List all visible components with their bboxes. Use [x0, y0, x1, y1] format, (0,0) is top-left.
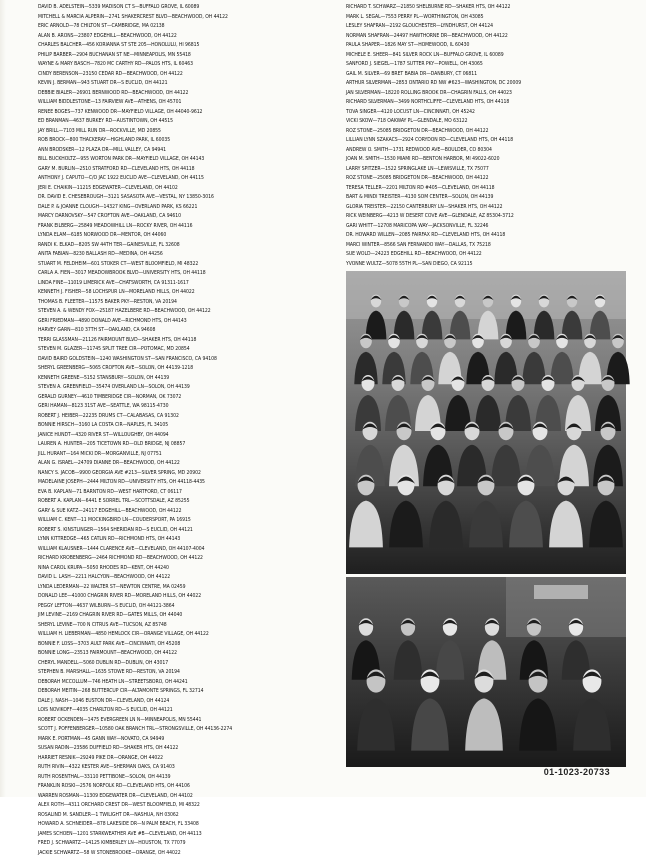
page-code: 01-1023-20733 [544, 767, 610, 777]
directory-entry: TERESA TELLER—2201 MILTON RD #405—CLEVELAND, OH 44118 [346, 184, 624, 194]
event-photo-image [346, 577, 626, 767]
directory-entry: PEGGY LEFTON—4637 WILBURN—S EUCLID, OH 44121-3864 [38, 602, 308, 612]
directory-entry: CARLA A. FIEN—3017 MEADOWBROOK BLVD—UNIVERSITY HTS, OH 44118 [38, 269, 308, 279]
directory-entry: ROZ STONE—25085 BRIDGETON DR—BEACHWOOD, OH 44122 [346, 174, 624, 184]
directory-entry: DAVID B. ADELSTEIN—5339 MADISON CT S—BUFFALO GROVE, IL 60089 [38, 3, 308, 13]
directory-entry: DAVID L. LASH—2211 HALCYON—BEACHWOOD, OH 44122 [38, 573, 308, 583]
directory-entry: MITCHELL & MARCIA ALPERIN—2741 SHAKERCREST BLVD—BEACHWOOD, OH 44122 [38, 13, 308, 23]
directory-entry: PAULA SHAPER—1826 MAY ST—HOMEWOOD, IL 60430 [346, 41, 624, 51]
directory-entry: SHERYL GREENBERG—5065 CROFTON AVE—SOLON, OH 44139-1218 [38, 364, 308, 374]
directory-entry: DR. DAVID E. CHESEBROUGH—3121 SASASOTA AVE—VESTAL, NY 13850-3016 [38, 193, 308, 203]
directory-entry: HARVEY GARN—810 37TH ST—OAKLAND, CA 94608 [38, 326, 308, 336]
directory-entry: WARREN ROSMAN—11309 EDGEWATER DR—CLEVELAND, OH 44102 [38, 792, 308, 802]
directory-entry: JAMES SCHOEN—1201 STARKWEATHER AVE #B—CLEVELAND, OH 44113 [38, 830, 308, 840]
directory-entry: SUE WOLD—24223 EDGEHILL RD—BEACHWOOD, OH 44122 [346, 250, 624, 260]
directory-entry: DR. HOWARD WILLEN—2085 FAIRFAX RD—CLEVELAND HTS, OH 44118 [346, 231, 624, 241]
directory-entry: LARRY SPITZER—1522 SPRINGLAKE LN—LEWISVILLE, TX 75077 [346, 165, 624, 175]
directory-entry: ROBERT A. KAPLAN—6441 E SORREL TRL—SCOTTSDALE, AZ 85255 [38, 497, 308, 507]
directory-right-column [346, 3, 624, 269]
directory-entry: GERI HAMAN—8123 31ST AVE—SEATTLE, WA 98115-4730 [38, 402, 308, 412]
event-photo [346, 577, 626, 767]
directory-entry: WAYNE & MARY BASCH—7820 MC CARTHY RD—PALOS HTS, IL 60463 [38, 60, 308, 70]
directory-entry: RICHARD T. SCHWARZ—21850 SHELBURNE RD—SHAKER HTS, OH 44122 [346, 3, 624, 13]
directory-entry: WILLIAM BIDDLESTONE—13 FAIRVIEW AVE—ATHENS, OH 45701 [38, 98, 308, 108]
directory-entry: FRANKLIN ROSKI—2576 NORFOLK RD—CLEVELAND HTS, OH 44106 [38, 782, 308, 792]
directory-entry: ALAN B. ARONS—23807 EDGEHILL—BEACHWOOD, OH 44122 [38, 32, 308, 42]
directory-entry: RICHARD SILVERMAN—3499 NORTHCLIFFE—CLEVELAND HTS, OH 44118 [346, 98, 624, 108]
directory-entry: ROBERT S. KINSTLINGER—1564 SHERIDAN RD—S EUCLID, OH 44121 [38, 526, 308, 536]
directory-left-column [38, 3, 308, 858]
directory-entry: STEVEN M. GLAZER—11745 SPLIT TREE CIR—POTOMAC, MD 20854 [38, 345, 308, 355]
directory-entry: HARRIET RESNIK—29249 PIKE DR—ORANGE, OH 44022 [38, 754, 308, 764]
directory-entry: ED BRANMAN—4637 BURKEY RD—AUSTINTOWN, OH 44515 [38, 117, 308, 127]
directory-entry: LYNN KITTREDGE—465 CATLIN RD—RICHMOND HTS, OH 44143 [38, 535, 308, 545]
directory-entry: WILLIAM KLAUSNER—1444 CLARENCE AVE—CLEVELAND, OH 44107-4004 [38, 545, 308, 555]
directory-entry: CINDY BERENSON—23150 CEDAR RD—BEACHWOOD, OH 44122 [38, 70, 308, 80]
directory-entry: LOIS NOVIKOFF—4035 CHARLTON RD—S EUCLID, OH 44121 [38, 706, 308, 716]
directory-entry: DEBORAH MCCOLLUM—746 HEATH LN—STREETSBORO, OH 44241 [38, 678, 308, 688]
directory-entry: RUTH ROSENTHAL—33110 PETTIBONE—SOLON, OH 44139 [38, 773, 308, 783]
group-photo-image [346, 271, 626, 574]
directory-entry: JACKIE SCHWARTZ—58 W STONEBROOKE—ORANGE, OH 44022 [38, 849, 308, 858]
directory-entry: ANN BRODSKER—12 PLAZA DR—MILL VALLEY, CA 94941 [38, 146, 308, 156]
directory-entry: THOMAS B. FLEETER—11575 BAKER PKY—RESTON, VA 20194 [38, 298, 308, 308]
group-photo [346, 271, 626, 574]
directory-entry: FRANK EILBERG—25849 MEADOWHILL LN—ROCKY RIVER, OH 44116 [38, 222, 308, 232]
directory-entry: KENNETH GREENE—5152 STANSBURY—SOLON, OH 44139 [38, 374, 308, 384]
directory-entry: GLORIA TREISTER—22150 CANTERBURY LN—SHAKER HTS, OH 44122 [346, 203, 624, 213]
directory-entry: MARCY DARNOVSKY—547 CROFTON AVE—OAKLAND, CA 94610 [38, 212, 308, 222]
directory-entry: STEVEN A. GREENFIELD—35474 OVERLAND LN—SOLON, OH 44139 [38, 383, 308, 393]
directory-entry: DALE J. NASH—1046 EUSTON DR—CLEVELAND, OH 44124 [38, 697, 308, 707]
directory-entry: EVA B. KAPLAN—71 BARNTON RD—WEST HARTFORD, CT 06117 [38, 488, 308, 498]
directory-entry: CHARLES BALCHER—456 KORIANNA ST STE 205—HONOLULU, HI 96815 [38, 41, 308, 51]
directory-entry: YVONNE WULTZ—5078 55TH PL—SAN DIEGO, CA 92115 [346, 260, 624, 270]
directory-entry: WILLIAM C. KENT—11 MOCKINGBIRD LN—COUDERSPORT, PA 16915 [38, 516, 308, 526]
directory-entry: GARY M. BURLIN—2510 STRATFORD RD—CLEVELAND HTS, OH 44118 [38, 165, 308, 175]
directory-entry: SHERYL LEVINE—700 N CITRUS AVE—TUCSON, AZ 85748 [38, 621, 308, 631]
directory-entry: JERI E. CHAIKIN—11215 EDGEWATER—CLEVELAND, OH 44102 [38, 184, 308, 194]
directory-entry: JIM LEVINE—2169 CHAGRIN RIVER RD—GATES MILLS, OH 44040 [38, 611, 308, 621]
directory-entry: JAY BRILL—7103 MILL RUN DR—ROCKVILLE, MD 20855 [38, 127, 308, 137]
directory-entry: STUART M. FELDHEIM—601 STOKER CT—WEST BLOOMFIELD, MI 48322 [38, 260, 308, 270]
directory-entry: STEVEN A. & WENDY FOX—25187 HAZELBERE RD—BEACHWOOD, OH 44122 [38, 307, 308, 317]
directory-entry: STEPHEN B. MARSHALL—1635 STOWE RD—RESTON, VA 20194 [38, 668, 308, 678]
directory-entry: TOVA SINGER—4120 LOCUST LN—CINCINNATI, OH 45242 [346, 108, 624, 118]
directory-entry: FRED J. SCHWARTZ—14125 KIMBERLEY LN—HOUSTON, TX 77079 [38, 839, 308, 849]
directory-entry: MARK E. PORTMAN—45 GANN WAY—NOVATO, CA 94949 [38, 735, 308, 745]
directory-entry: RANDI K. ELKAD—8205 SW 44TH TER—GAINESVILLE, FL 32608 [38, 241, 308, 251]
directory-entry: RUTH RIVIN—4322 KESTER AVE—SHERMAN OAKS, CA 91403 [38, 763, 308, 773]
directory-entry: ARTHUR SILVERMAN—2853 ONTARIO RD NW #623—WASHINGTON, DC 20009 [346, 79, 624, 89]
directory-entry: DEBORAH MEITIN—268 BUTTERCUP CIR—ALTAMONTE SPRINGS, FL 32714 [38, 687, 308, 697]
directory-entry: LILLIAN LYNN SZAKACS—2924 CORYDON RD—CLEVELAND HTS, OH 44118 [346, 136, 624, 146]
directory-entry: DEBBIE BIALER—26901 BERNWOOD RD—BEACHWOOD, OH 44122 [38, 89, 308, 99]
directory-entry: NANCY S. JACOB—9900 GEORGIA AVE #213—SILVER SPRING, MD 20902 [38, 469, 308, 479]
directory-entry: HOWARD A. SCHNEIDER—878 LAKESIDE DR—N PALM BEACH, FL 33408 [38, 820, 308, 830]
directory-entry: NINA CAROL KRUPA—5050 RHODES RD—KENT, OH 44240 [38, 564, 308, 574]
directory-entry: GARI WHITT—12708 MARICOPA WAY—JACKSONVILLE, FL 32246 [346, 222, 624, 232]
directory-entry: BILL BUCKHOLTZ—955 WORTON PARK DR—MAYFIELD VILLAGE, OH 44143 [38, 155, 308, 165]
directory-entry: BONNIE HIRSCH—3160 LA COSTA CIR—NAPLES, FL 34105 [38, 421, 308, 431]
directory-entry: SANFORD J. SIEGEL—1787 SUTTER PKY—POWELL, OH 43065 [346, 60, 624, 70]
directory-entry: LYNDA ELAM—6185 NORWOOD DR—MENTOR, OH 44060 [38, 231, 308, 241]
directory-entry: JAN SILVERMAN—18220 ROLLING BROOK DR—CHAGRIN FALLS, OH 44023 [346, 89, 624, 99]
directory-entry: LESLEY SHAFRAN—2192 GLOUCHESTER—LYNDHURST, OH 44124 [346, 22, 624, 32]
directory-entry: GAIL M. SILVER—69 BRET BABIA DR—DANBURY, CT 06811 [346, 70, 624, 80]
directory-entry: MADELAINE JOSEPH—2444 MILTON RD—UNIVERSITY HTS, OH 44118-4435 [38, 478, 308, 488]
directory-entry: CHERYL MANDELL—5060 DUBLIN RD—DUBLIN, OH 43017 [38, 659, 308, 669]
directory-entry: JOAN M. SMITH—1530 MIAMI RD—BENTON HARBOR, MI 49022-6020 [346, 155, 624, 165]
directory-entry: TERRI GLASSMAN—21126 FAIRMOUNT BLVD—SHAKER HTS, OH 44118 [38, 336, 308, 346]
directory-entry: ROB BROCK—800 THACKERAY—HIGHLAND PARK, IL 60035 [38, 136, 308, 146]
directory-entry: WILLIAM H. LIEBERMAN—4850 HEMLOCK CIR—ORANGE VILLAGE, OH 44122 [38, 630, 308, 640]
directory-entry: LAUREN A. HUNTER—205 TICETOWN RD—OLD BRIDGE, NJ 08857 [38, 440, 308, 450]
directory-entry: ALAN G. ISRAEL—24709 DIANNE DR—BEACHWOOD, OH 44122 [38, 459, 308, 469]
directory-entry: VICKI SKOW—718 OAKWAY PL—GLENDALE, MO 63122 [346, 117, 624, 127]
directory-entry: DALE P. & JOANNE CLOUGH—14327 KING—OVERLAND PARK, KS 66221 [38, 203, 308, 213]
directory-entry: RICHARD KROBENBERG—2464 RICHMOND RD—BEACHWOOD, OH 44122 [38, 554, 308, 564]
directory-entry: MARCI WINTER—8566 SAN FERNANDO WAY—DALLAS, TX 75218 [346, 241, 624, 251]
directory-entry: BONNIE LONG—23513 FAIRMOUNT—BEACHWOOD, OH 44122 [38, 649, 308, 659]
directory-entry: NORMAN SHAFRAN—24497 HAWTHORNE DR—BEACHWOOD, OH 44122 [346, 32, 624, 42]
directory-entry: DONALD LEE—41000 CHAGRIN RIVER RD—MORELAND HILLS, OH 44022 [38, 592, 308, 602]
directory-entry: GERALD GURNEY—4610 TIMBERIDGE CIR—NORMAN, OK 73072 [38, 393, 308, 403]
directory-entry: GARY & SUE KATZ—24117 EDGEHILL—BEACHWOOD, OH 44122 [38, 507, 308, 517]
directory-entry: RICK WEINBERG—4213 W DESERT COVE AVE—GLENDALE, AZ 85304-3712 [346, 212, 624, 222]
directory-entry: PHILIP BARBER—2904 BUCHANAN ST NE—MINNEAPOLIS, MN 55418 [38, 51, 308, 61]
directory-entry: RENEE BOGES—737 KENWOOD DR—MAYFIELD VILLAGE, OH 44040-9612 [38, 108, 308, 118]
directory-entry: DAVID BAIRD GOLDSTEIN—1240 WASHINGTON ST—SAN FRANCISCO, CA 94108 [38, 355, 308, 365]
directory-entry: ROBERT OCKENDEN—1475 EVERGREEN LN N—MINNEAPOLIS, MN 55441 [38, 716, 308, 726]
directory-entry: JANICE HUNDT—4320 RIVER ST—WILLOUGHBY, OH 44094 [38, 431, 308, 441]
directory-entry: ROBERT J. HEIBER—22235 DRUMS CT—CALABASAS, CA 91302 [38, 412, 308, 422]
directory-entry: BONNIE F. LOSS—3703 AULT PARK AVE—CINCINNATI, OH 45208 [38, 640, 308, 650]
directory-entry: ROZ STONE—25085 BRIDGETON DR—BEACHWOOD, OH 44122 [346, 127, 624, 137]
scan-edge [0, 0, 6, 797]
directory-entry: LINDA FINE—11019 LIMERICK AVE—CHATSWORTH, CA 91311-1617 [38, 279, 308, 289]
directory-entry: GERI FRIEDMAN—4890 DONALD AVE—RICHMOND HTS, OH 44143 [38, 317, 308, 327]
directory-entry: ERIC ARNOLD—78 CHILTON ST—CAMBRIDGE, MA 02138 [38, 22, 308, 32]
directory-entry: LYNDA LEDERMAN—22 WALTER ST—NEWTON CENTRE, MA 02459 [38, 583, 308, 593]
directory-entry: KENNETH J. FISHER—58 LOCHSPUR LN—MORELAND HILLS, OH 44022 [38, 288, 308, 298]
directory-entry: ALEX ROTH—4311 ORCHARD CREST DR—WEST BLOOMFIELD, MI 48322 [38, 801, 308, 811]
directory-entry: ANTHONY J. CAPUTO—C/O JAC 1922 EUCLID AVE—CLEVELAND, OH 44115 [38, 174, 308, 184]
directory-entry: ROSALIND M. SANDLER—1 TWILIGHT DR—NASHUA, NH 03062 [38, 811, 308, 821]
directory-entry: BART & MINDI TREISTER—4130 SOM CENTER—SOLON, OH 44139 [346, 193, 624, 203]
directory-entry: SUSAN RADIN—23586 DUFFIELD RD—SHAKER HTS, OH 44122 [38, 744, 308, 754]
directory-entry: KEVIN J. BERMAN—943 STUART DR—S EUCLID, OH 44121 [38, 79, 308, 89]
directory-entry: JILL HURANT—164 MICKI DR—MORGANVILLE, NJ 07751 [38, 450, 308, 460]
directory-entry: SCOTT J. POFFENBERGER—10580 OAK BRANCH TRL—STRONGSVILLE, OH 44136-2274 [38, 725, 308, 735]
directory-entry: MICHELE E. SHEER—841 SILVER ROCK LN—BUFFALO GROVE, IL 60089 [346, 51, 624, 61]
directory-entry: MARK L. SEGAL—7553 PERRY PL—WORTHINGTON, OH 43085 [346, 13, 624, 23]
directory-entry: ANDREW O. SMITH—1731 REDWOOD AVE—BOULDER, CO 80304 [346, 146, 624, 156]
directory-entry: ANITA FABIAN—8230 BALLASH RD—MEDINA, OH 44256 [38, 250, 308, 260]
